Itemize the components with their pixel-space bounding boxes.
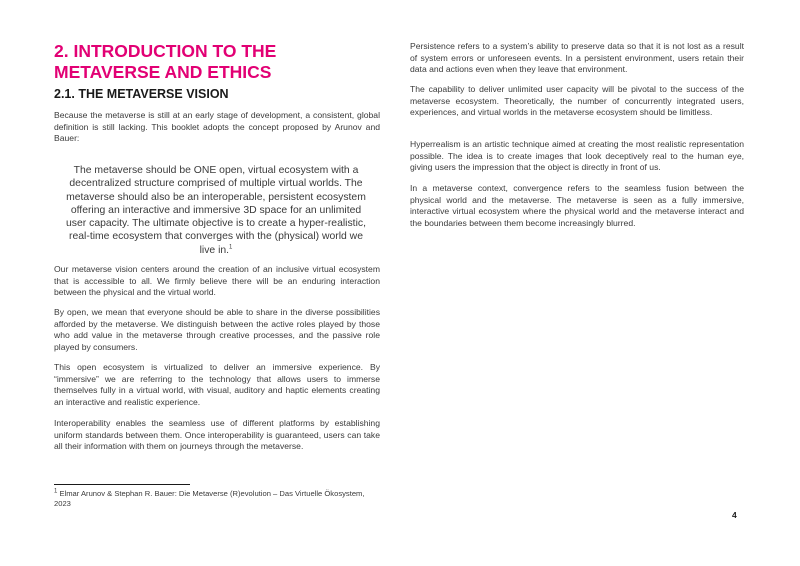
persistence-paragraph: Persistence refers to a system’s ability to preserve data so that it is not lost as a result of system errors or unforeseen events. In a persistent environment, users retain their data and actions even when they leave that environment. (410, 41, 744, 75)
section-subheading: 2.1. THE METAVERSE VISION (54, 87, 229, 101)
immersive-paragraph: This open ecosystem is virtualized to deliver an immersive experience. By “immersive” we are referring to the technology that allows users to immerse themselves fully in a virtual world, with visual, auditory and haptic elements creating an interactive and realistic experience. (54, 362, 380, 407)
quote-text: The metaverse should be ONE open, virtual ecosystem with a decentralized structure comprised of multiple virtual worlds. The metaverse should also be an interoperable, persistent ecosystem offering an interactive and immersive 3D space for an unlimited user capacity. The ultimate objective is to create a hyper-realistic, real-time ecosystem that converges with the (physical) world we live in. (66, 165, 366, 256)
footnote-reference: 1 (229, 244, 233, 251)
convergence-paragraph: In a metaverse context, convergence refers to the seamless fusion between the physical world and the metaverse. The metaverse is seen as a fully immersive, interactive virtual ecosystem where the physical world and the metaverse interact and the boundaries between them become increasingly blurred. (410, 183, 744, 228)
footnote-text: Elmar Arunov & Stephan R. Bauer: Die Metaverse (R)evolution – Das Virtuelle Ökosystem, 2023 (54, 489, 365, 508)
capacity-paragraph: The capability to deliver unlimited user capacity will be pivotal to the success of the metaverse ecosystem. Theoretically, the number of concurrently integrated users, experiences, and virtual worlds in the metaverse ecosystem should be limitless. (410, 84, 744, 118)
page-heading: 2. INTRODUCTION TO THE METAVERSE AND ETHICS (54, 41, 277, 82)
footnote-divider (54, 484, 190, 485)
footnote-marker: 1 (54, 488, 58, 495)
page-number: 4 (732, 510, 737, 520)
hyperrealism-paragraph: Hyperrealism is an artistic technique aimed at creating the most realistic representation possible. The idea is to create images that look deceptively real to the human eye, giving users the impression that the object is directly in front of us. (410, 139, 744, 173)
intro-paragraph: Because the metaverse is still at an early stage of development, a consistent, global definition is still lacking. This booklet adopts the concept proposed by Arunov and Bauer: (54, 110, 380, 144)
interoperability-paragraph: Interoperability enables the seamless use of different platforms by establishing uniform standards between them. Once interoperability is guaranteed, users can take all their information with them on journeys through the metaverse. (54, 418, 380, 452)
vision-paragraph: Our metaverse vision centers around the creation of an inclusive virtual ecosystem that is accessible to all. We firmly believe there will be an enduring interaction between the physical and the virtual world. (54, 264, 380, 298)
definition-quote (62, 164, 370, 257)
footnote (54, 489, 380, 509)
open-paragraph: By open, we mean that everyone should be able to share in the diverse possibilities afforded by the metaverse. We distinguish between the active roles played by those who add value in the metaverse through creative processes, and the passive role played by consumers. (54, 307, 380, 352)
